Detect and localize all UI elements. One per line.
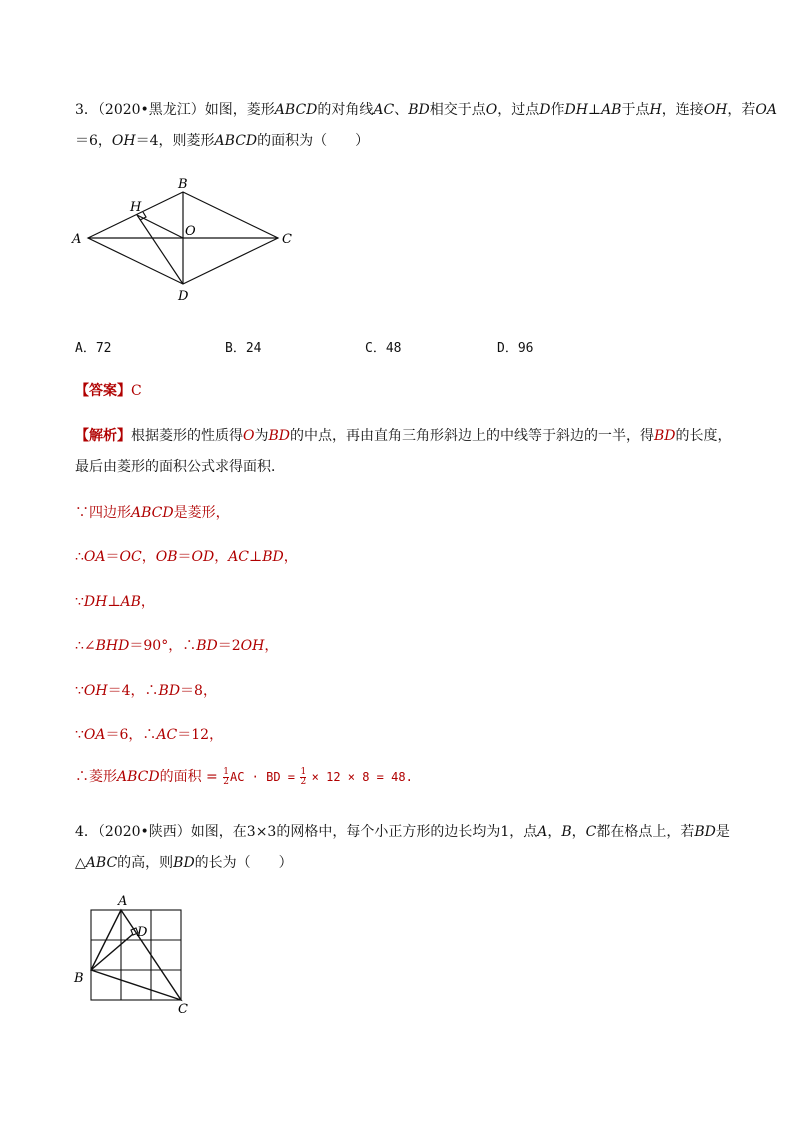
label-d: D (137, 925, 148, 940)
label-a: A (72, 232, 82, 247)
question-3-line-1: 3．（2020•黑龙江）如图，菱形ABCD的对角线AC、BD相交于点O，过点D作DH⊥AB于点H，连接OH，若OA (75, 102, 777, 118)
analysis-line-2: 最后由菱形的面积公式求得面积． (75, 459, 285, 475)
triangle-abc (91, 910, 181, 1000)
choice-b[interactable]: B．24 (225, 341, 262, 356)
choice-d[interactable]: D．96 (497, 341, 534, 356)
segment-dh (137, 215, 183, 284)
label-c: C (282, 232, 292, 247)
choice-c[interactable]: C．48 (365, 341, 402, 356)
answer-line (75, 380, 142, 400)
label-h: H (130, 200, 142, 215)
step-7: ∴菱形ABCD的面积 = $\frac{1}{2}$ AC · BD = $\frac{1}{2}$ × 12 × 8 = 48. (75, 766, 413, 787)
grid-border (91, 910, 181, 1000)
fraction-half-1: $\frac{1}{2}$ (223, 766, 229, 787)
question-4-line-1: 4．（2020•陕西）如图，在3×3的网格中，每个小正方形的边长均为1，点A，B，C都在格点上，若BD是 (75, 824, 730, 840)
step-6: ∵OA＝6，∴AC＝12， (75, 727, 224, 743)
choice-a[interactable]: A．72 (75, 341, 112, 356)
fraction-half-2: $\frac{1}{2}$ (300, 766, 307, 787)
answer-value: C (131, 383, 142, 399)
label-a: A (118, 894, 128, 909)
step-3: ∵DH⊥AB， (75, 594, 155, 610)
grid-triangle-diagram (70, 892, 200, 1022)
altitude-bd (91, 934, 133, 970)
label-c: C (178, 1002, 188, 1017)
label-o: O (185, 224, 196, 239)
rhombus-diagram (70, 172, 310, 307)
question-3-line-2: ＝6，OH＝4，则菱形ABCD的面积为（ ） (75, 133, 370, 149)
answer-label: 【答案】 (75, 383, 131, 399)
step-1: ∵四边形ABCD是菱形， (75, 505, 230, 521)
analysis-line-1: 【解析】根据菱形的性质得O为BD的中点，再由直角三角形斜边上的中线等于斜边的一半，得BD的长度， (75, 428, 732, 444)
step-4: ∴∠BHD＝90°，∴BD＝2OH， (75, 638, 279, 654)
label-b: B (74, 971, 84, 986)
label-d: D (178, 289, 189, 304)
label-b: B (178, 177, 188, 192)
question-4-line-2: △ABC的高，则BD的长为（ ） (75, 855, 293, 871)
step-5: ∵OH＝4，∴BD＝8， (75, 683, 217, 699)
step-2: ∴OA＝OC，OB＝OD，AC⊥BD， (75, 549, 298, 565)
